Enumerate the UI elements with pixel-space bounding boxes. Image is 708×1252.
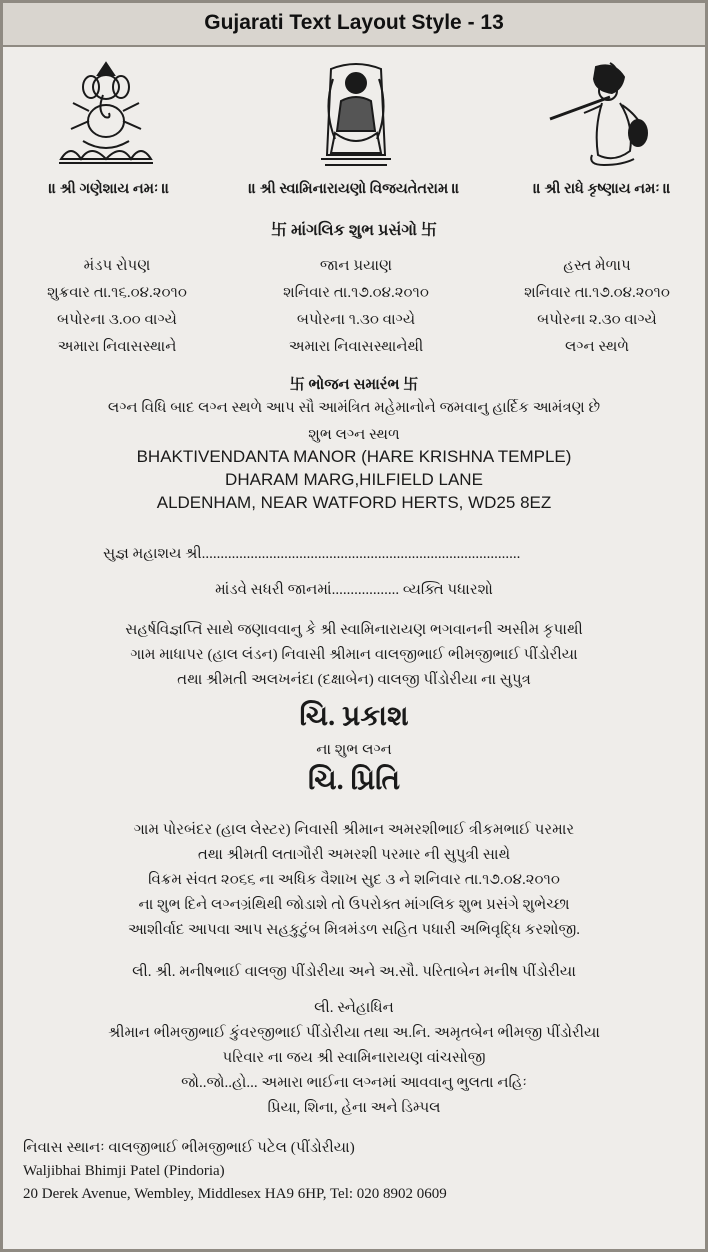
event-title: હસ્ત મેળાપ [563, 258, 631, 274]
invocation-ganesha: ॥ શ્રી ગણેશાય નમઃ ॥ [48, 181, 170, 197]
bride-detail-line-3: વિક્રમ સંવત ૨૦૬૬ ના અધિક વૈશાખ સુદ ૩ ને શનિવાર તા.૧૭.૦૪.૨૦૧૦ [148, 872, 560, 888]
title-bar [3, 3, 705, 47]
event-time: બપોરના ૨.૩૦ વાગ્યે [537, 312, 657, 328]
dinner-text: લગ્ન વિધિ બાદ લગ્ન સ્થળે આપ સૌ આમંત્રિત મહેમાનોને જમવાનુ હાર્દિક આમંત્રણ છે [107, 400, 601, 416]
venue-label: શુભ લગ્ન સ્થળ [308, 427, 400, 443]
event-title: જાન પ્રયાણ [319, 258, 393, 274]
invocation-krishna: ॥ શ્રી રાધે કૃષ્ણાય નમઃ ॥ [533, 181, 671, 197]
venue-line-1: BHAKTIVENDANTA MANOR (HARE KRISHNA TEMPLE) [136, 447, 572, 466]
bride-name: ચિ. પ્રિતિ [307, 765, 401, 796]
krishna-icon [548, 59, 658, 171]
bride-detail-line-2: તથા શ્રીમતી લતાગૌરી અમરશી પરમાર ની સુપુત્રી સાથે [197, 847, 511, 863]
sender-line: લી. શ્રી. મનીષભાઈ વાલજી પીંડોરીયા અને અ.સૌ. પરિતાબેન મનીષ પીંડોરીયા [132, 964, 576, 980]
event-date: શનિવાર તા.૧૭.૦૪.૨૦૧૦ [524, 285, 670, 301]
ganesha-icon [51, 59, 161, 171]
bride-detail-line-1: ગામ પોરબંદર (હાલ લેસ્ટર) નિવાસી શ્રીમાન અમરશીભાઈ ત્રીકમભાઈ પરમાર [133, 822, 575, 838]
announcement-line-1: સહર્ષવિજ્ઞપ્તિ સાથે જણાવવાનુ કે શ્રી સ્વામિનારાયણ ભગવાનની અસીમ કૃપાથી [125, 622, 583, 638]
announcement-line-2: ગામ માધાપર (હાલ લંડન) નિવાસી શ્રીમાન વાલજીભાઈ ભીમજીભાઈ પીંડોરીયા [130, 647, 578, 663]
event-hastmelap [497, 253, 697, 361]
residence-name: Waljibhai Bhimji Patel (Pindoria) [23, 1163, 225, 1179]
closing-line-3: પરિવાર ના જય શ્રી સ્વામિનારાયણ વાંચસોજી [222, 1050, 486, 1066]
bride-detail-line-4: ના શુભ દિને લગ્નગ્રંથિથી જોડાશે તો ઉપરોક્ત માંગલિક શુભ પ્રસંગે શુભેચ્છા [138, 897, 570, 913]
venue-line-3: ALDENHAM, NEAR WATFORD HERTS, WD25 8EZ [156, 493, 552, 512]
event-jaan [256, 253, 456, 361]
guest-name-line: સુજ્ઞ મહાશય શ્રી..................................................................................... [103, 546, 521, 562]
closing-line-4: જો..જો..હો... અમારા ભાઈના લગ્નમાં આવવાનુ ભુલતા નહિઃ [181, 1075, 527, 1091]
event-time: બપોરના ૩.૦૦ વાગ્યે [57, 312, 177, 328]
invocation-swaminarayan: ॥ શ્રી સ્વામિનારાયણો વિજયતેતરામ ॥ [248, 181, 460, 197]
closing-line-5: પ્રિયા, શિના, હેના અને ડિમ્પલ [267, 1100, 441, 1116]
event-place: લગ્ન સ્થળે [564, 339, 630, 355]
venue-line-2: DHARAM MARG,HILFIELD LANE [225, 470, 483, 489]
event-place: અમારા નિવાસસ્થાનેથી [288, 339, 424, 355]
event-time: બપોરના ૧.૩૦ વાગ્યે [296, 312, 416, 328]
closing-line-1: લી. સ્નેહાધિન [314, 1000, 394, 1016]
event-title: મંડપ રોપણ [83, 258, 151, 274]
event-place: અમારા નિવાસસ્થાને [57, 339, 177, 355]
event-date: શુક્રવાર તા.૧૬.૦૪.૨૦૧૦ [47, 285, 187, 301]
residence-address: 20 Derek Avenue, Wembley, Middlesex HA9 6HP, Tel: 020 8902 0609 [23, 1186, 447, 1202]
page-title: Gujarati Text Layout Style - 13 [204, 11, 504, 34]
swaminarayan-icon [301, 59, 411, 171]
wedding-of-label: ના શુભ લગ્ન [316, 742, 392, 758]
residence-label: નિવાસ સ્થાનઃ વાલજીભાઈ ભીમજીભાઈ પટેલ (પીંડોરીયા) [23, 1140, 355, 1156]
auspicious-heading: 卐 માંગલિક શુભ પ્રસંગો 卐 [270, 222, 438, 239]
groom-name: ચિ. પ્રકાશ [299, 701, 409, 732]
event-date: શનિવાર તા.૧૭.૦૪.૨૦૧૦ [283, 285, 429, 301]
closing-line-2: શ્રીમાન ભીમજીભાઈ કુંવરજીભાઈ પીંડોરીયા તથા અ.નિ. અમૃતબેન ભીમજી પીંડોરીયા [108, 1025, 600, 1041]
announcement-line-3: તથા શ્રીમતી અલખનંદા (દક્ષાબેન) વાલજી પીંડોરીયા ના સુપુત્ર [177, 672, 531, 688]
bride-detail-line-5: આશીર્વાદ આપવા આપ સહકુટુંબ મિત્રમંડળ સહિત પધારી અભિવૃદ્ધિ કરશોજી. [127, 922, 581, 938]
event-mandap [17, 253, 217, 361]
dinner-heading: 卐 ભોજન સમારંભ 卐 [289, 377, 419, 393]
procession-line: માંડવે સધરી જાનમાં.................. વ્યક્તિ પધારશો [215, 582, 493, 598]
